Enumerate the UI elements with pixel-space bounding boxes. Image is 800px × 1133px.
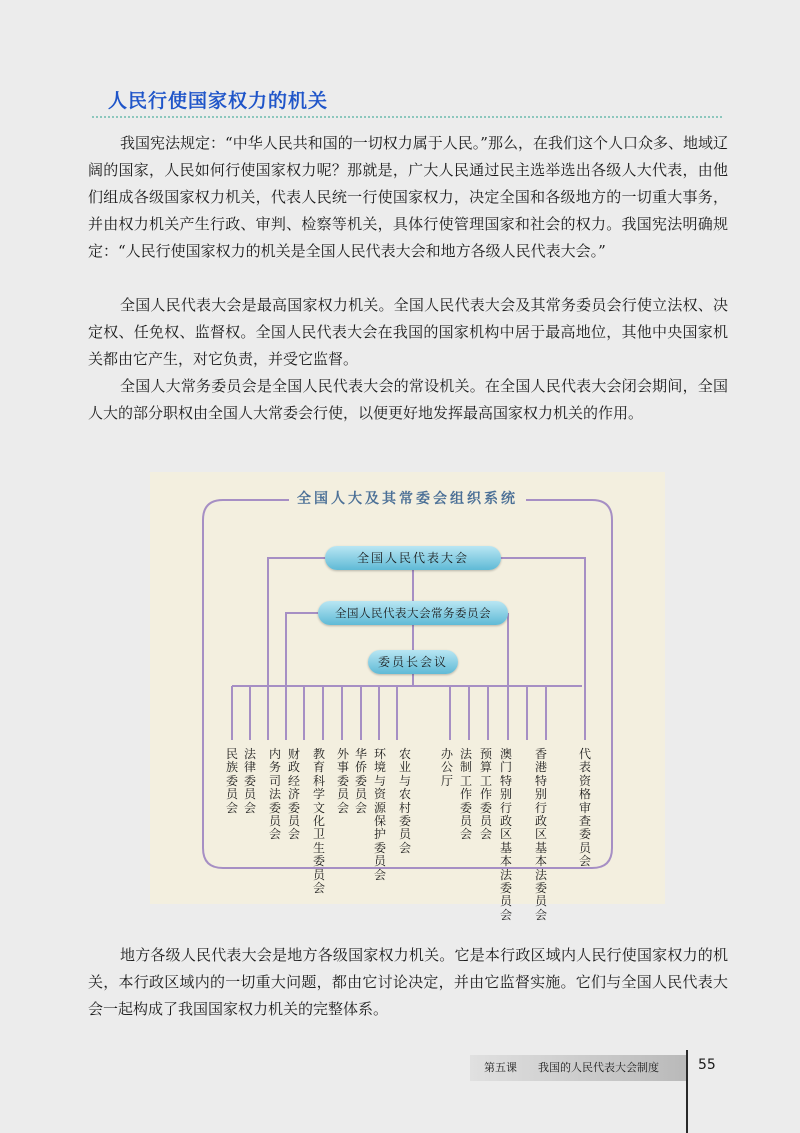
committee-credentials: 代表资格审查委员会 <box>578 747 591 869</box>
committee-education-science-text: 教育科学文化卫生委员会 <box>312 747 325 896</box>
committee-law: 法律委员会 <box>243 747 256 815</box>
body-general-office: 办公厅 <box>440 747 453 788</box>
section-title: 人民行使国家权力的机关 <box>108 90 329 112</box>
running-footer <box>470 1055 688 1081</box>
organization-diagram <box>150 472 665 922</box>
node-standing-committee: 全国人民代表大会常务委员会 <box>318 601 508 625</box>
committee-ethnic-affairs: 民族委员会 <box>225 747 238 815</box>
committee-overseas-chinese: 华侨委员会 <box>354 747 367 815</box>
node-npc: 全国人民代表大会 <box>325 546 501 570</box>
paragraph-2: 全国人民代表大会是最高国家权力机关。全国人民代表大会及其常务委员会行使立法权、决定权、任免权、监督权。全国人民代表大会在我国的国家机构中居于最高地位，其他中央国家机关都由它产生，对它负责，并受它监督。 <box>88 296 728 368</box>
paragraph-3: 全国人大常务委员会是全国人民代表大会的常设机关。在全国人民代表大会闭会期间，全国人大的部分职权由全国人大常委会行使，以便更好地发挥最高国家权力机关的作用。 <box>88 377 728 422</box>
connector-hub <box>232 686 582 740</box>
page-number: 55 <box>698 1057 716 1073</box>
committee-environment: 环境与资源保护委员会 <box>373 747 386 882</box>
diagram-title: 全国人大及其常委会组织系统 <box>150 488 665 508</box>
title-divider <box>92 116 722 118</box>
paragraph-1: 我国宪法规定：“中华人民共和国的一切权力属于人民。”那么，在我们这个人口众多、地域辽阔的国家，人民如何行使国家权力呢？那就是，广大人民通过民主选举选出各级人大代表，由他们组成各级国家权力机关，代表人民统一行使国家权力，决定全国和各级地方的一切重大事务，并由权力机关产生行政、审判、检察等机关，具体行使管理国家和社会的权力。我国宪法明确规定：“人民行使国家权力的机关是全国人民代表大会和地方各级人民代表大会。” <box>88 134 728 260</box>
connector-npc-branch <box>268 558 585 740</box>
paragraph-4: 地方各级人民代表大会是地方各级国家权力机关。它是本行政区域内人民行使国家权力的机关，本行政区域内的一切重大问题，都由它讨论决定，并由它监督实施。它们与全国人民代表大会一起构成了我国国家权力机关的完整体系。 <box>88 946 728 1018</box>
node-chairmen-council: 委员长会议 <box>368 650 458 674</box>
body-legislative-affairs: 法制工作委员会 <box>459 747 472 842</box>
footer-divider <box>686 1050 688 1133</box>
body-budgetary-affairs: 预算工作委员会 <box>479 747 492 842</box>
body-hongkong-basic-law: 香港特别行政区基本法委员会 <box>534 747 547 922</box>
footer-lesson: 第五课 <box>484 1061 517 1074</box>
body-macao-basic-law: 澳门特别行政区基本法委员会 <box>499 747 512 922</box>
committee-financial-economic: 财政经济委员会 <box>287 747 300 842</box>
committee-agriculture: 农业与农村委员会 <box>398 747 411 855</box>
committee-internal-judicial: 内务司法委员会 <box>268 747 281 842</box>
footer-chapter-title: 我国的人民代表大会制度 <box>538 1061 659 1074</box>
committee-foreign-affairs: 外事委员会 <box>336 747 349 815</box>
